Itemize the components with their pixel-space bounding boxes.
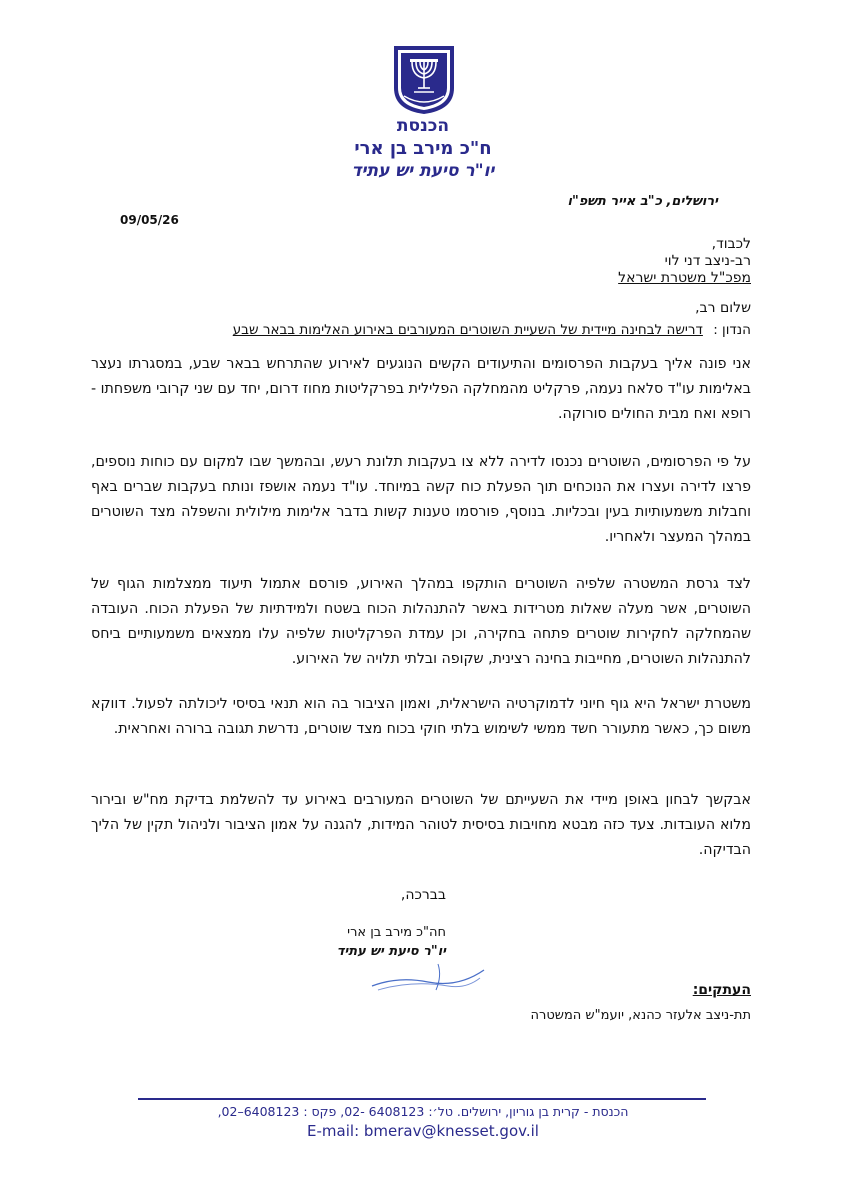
body-paragraph: אני פונה אליך בעקבות הפרסומים והתיעודים הקשים הנוגעים לאירוע שהתרחש בבאר שבע, במסגרתו נעצר באלימות עו"ד סלאח נעמה, פרקליט מהמחלקה הפלילית בפרקליטות מחוז דרום, יחד עם שני קרובי משפחתו - רופא ואח מבית החולים סורוקה. bbox=[91, 356, 751, 422]
subject-label: הנדון : bbox=[713, 322, 751, 338]
copies-item: תת-ניצב אלעזר כהנא, יועמ"ש המשטרה bbox=[530, 1008, 751, 1023]
body-paragraph: על פי הפרסומים, השוטרים נכנסו לדירה ללא צו בעקבות תלונת רעש, ובהמשך שבו למקום עם כוחות נוספים, פרצו לדירה ועצרו את הנוכחים תוך הפעלת כוח קשה במיוחד. עו"ד נעמה אושפז ונותח בעקבות שברים באף וחבלות משמעותיות בעין ובכליות. בנוסף, פורסמו טענות קשות בדבר אלימות מילולית והשפלה מצד השוטרים במהלך המעצר ולאחריו. bbox=[91, 454, 751, 545]
subject-text: דרישה לבחינה מיידית של השעיית השוטרים המעורבים באירוע האלימות בבאר שבע bbox=[232, 322, 703, 338]
closing: בברכה, bbox=[400, 887, 446, 903]
footer-address: הכנסת - קרית בן גוריון, ירושלים. טל׳: 6408123 -02, פקס : 6408123–02, bbox=[217, 1104, 629, 1119]
signature-name: חה"כ מירב בן ארי bbox=[347, 925, 446, 940]
body-paragraph: אבקשך לבחון באופן מיידי את השעייתם של השוטרים המעורבים באירוע עד להשלמת בדיקת מח"ש ובירור מלוא העובדות. צעד כזה מבטא מחויבות בסיסית לטוהר המידות, להגנה על אמון הציבור ולניהול תקין של הליך הבדיקה. bbox=[91, 792, 751, 858]
header-member-name: ח"כ מירב בן ארי bbox=[354, 138, 492, 159]
greeting: שלום רב, bbox=[695, 300, 751, 316]
copies-title: העתקים: bbox=[692, 982, 751, 998]
knesset-menorah-emblem-icon bbox=[390, 44, 458, 116]
body-paragraph: משטרת ישראל היא גוף חיוני לדמוקרטיה הישראלית, ואמון הציבור בה הוא תנאי בסיסי ליכולתה לפעול. דווקא משום כך, כאשר מתעורר חשד ממשי לשימוש בלתי חוקי בכוח מצד שוטרים, נדרשת תגובה ברורה ואחראית. bbox=[91, 696, 751, 737]
body-paragraph: לצד גרסת המשטרה שלפיה השוטרים הותקפו במהלך האירוע, פורסם אתמול תיעוד ממצלמות הגוף של השוטרים, אשר מעלה שאלות מטרידות באשר להתנהלות הכוח בשטח ולמידתיות של הפעלת הכוח. העובדה שהמחלקה לחקירות שוטרים פתחה בחקירה, וכן עמדת הפרקליטות שלפיה עלו ממצאים משמעותיים ביחס להתנהלות השוטרים, מחייבות בחינה רצינית, שקופה ובלתי תלויה של האירוע. bbox=[91, 576, 751, 667]
header-member-role: יו"ר סיעת יש עתיד bbox=[351, 161, 495, 181]
footer-divider bbox=[138, 1098, 706, 1100]
recipient-name: רב-ניצב דני לוי bbox=[664, 253, 751, 269]
handwritten-signature bbox=[368, 956, 488, 996]
footer-email: E-mail: bmerav@knesset.gov.il bbox=[307, 1122, 539, 1140]
header-org: הכנסת bbox=[396, 116, 450, 136]
recipient-salutation: לכבוד, bbox=[711, 236, 751, 252]
recipient-title: מפכ"ל משטרת ישראל bbox=[618, 270, 751, 286]
date-hebrew: ירושלים, כ"ב אייר תשפ"ו bbox=[567, 194, 718, 209]
signature-role: יו"ר סיעת יש עתיד bbox=[336, 944, 446, 959]
subject-line bbox=[233, 322, 751, 338]
date-numeric: 09/05/26 bbox=[120, 213, 179, 227]
